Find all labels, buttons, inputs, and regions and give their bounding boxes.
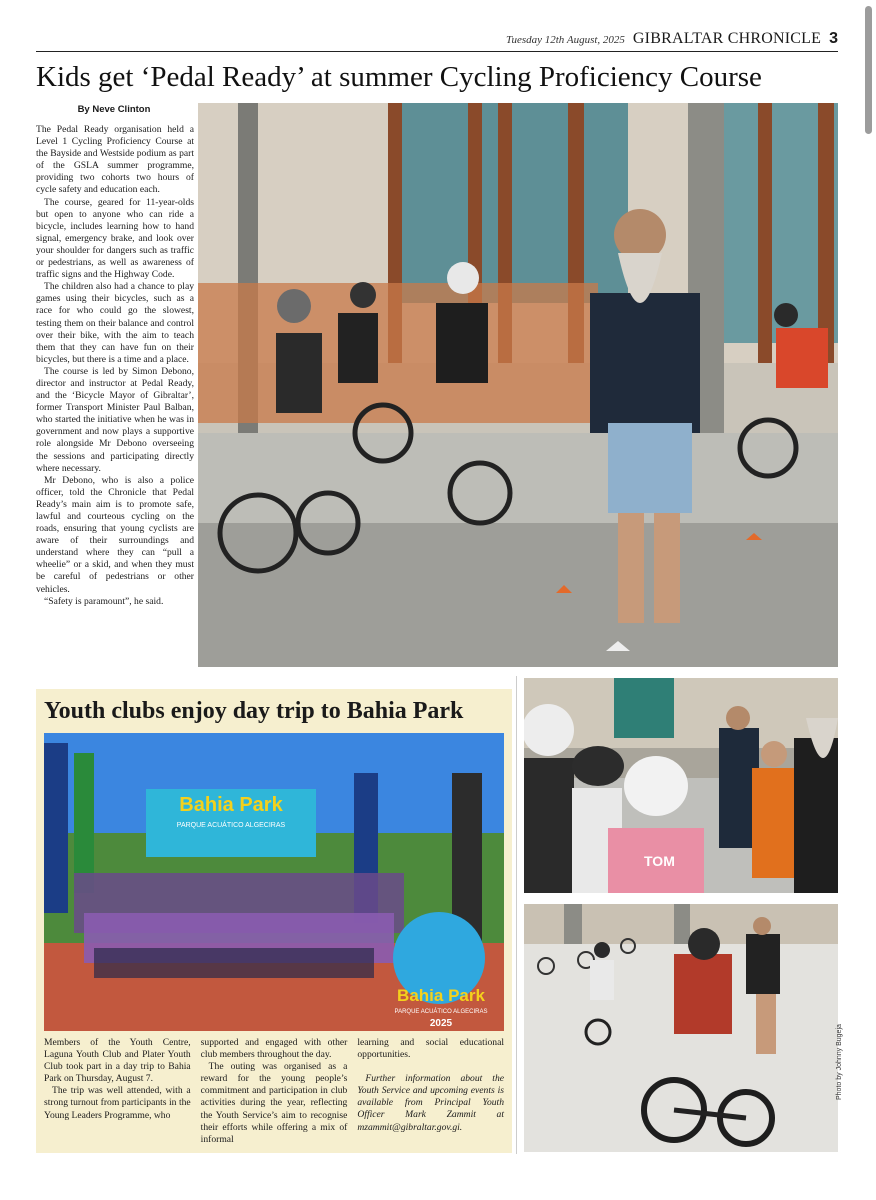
photo-credit: Photo by Johnny Bugeja [836, 1024, 843, 1100]
helmet-group-image [524, 678, 838, 893]
article-paragraph: “Safety is paramount”, he said. [44, 595, 164, 607]
youth-clubs-body [44, 1037, 504, 1146]
article-headline: Kids get ‘Pedal Ready’ at summer Cycling Proficiency Course [36, 61, 762, 93]
shirt-text: TOM [644, 853, 675, 869]
main-cycling-photo [198, 103, 838, 667]
article-paragraph: Members of the Youth Centre, Laguna Youth Club and Plater Youth Club took part in a day trip to Bahia Park on Thursday, August 7. [44, 1037, 191, 1085]
article-paragraph: The children also had a chance to play games using their bicycles, such as a race for who could go the slowest, testing them on their balance and control over their bike, with the aim to teach them that they can have fun on their bicycles, but there is a time and a place. [36, 281, 194, 365]
cyclist-practice-image [524, 904, 838, 1152]
bahia-park-sign-sub: PARQUE ACUÁTICO ALGECIRAS [394, 1009, 488, 1015]
bahia-park-sign-logo: Bahia Park [397, 986, 485, 1005]
issue-date: Tuesday 12th August, 2025 [505, 34, 625, 46]
article-paragraph: learning and social educational opportunities. [357, 1037, 505, 1061]
cycling-course-image [198, 103, 838, 667]
article-paragraph: The course, geared for 11-year-olds but open to anyone who can ride a bicycle, includes learning how to hand signal, emergency brake, and look over your shoulder for dangers such as traffic or pedestrians, as well as awareness of traffic signs and the Highway Code. [36, 196, 194, 281]
contact-info: Further information about the Youth Service and upcoming events is available from Principal Youth Officer Mark Zammit at mzammit@gibraltar.gov.gi. [357, 1073, 505, 1133]
newspaper-name: GIBRALTAR CHRONICLE [632, 30, 822, 47]
scrollbar[interactable] [865, 6, 872, 134]
column-divider [516, 676, 517, 1154]
youth-clubs-column-1 [44, 1037, 191, 1146]
cyclist-practice-photo [524, 904, 838, 1152]
group-of-people [74, 873, 404, 978]
article-paragraph: Mr Debono, who is also a police officer, told the Chronicle that Pedal Ready’s main aim is to promote safe, lawful and courteous cycling on the roads, ensuring that young cyclists are aware of their surroundings and understand where they can “pull a wheelie” or a skid, and when they must be careful of pedestrians or other vehicles. [36, 474, 194, 595]
article-paragraph: The Pedal Ready organisation held a Level 1 Cycling Proficiency Course at the Bayside and Westside podium as part of the GSLA summer programme, providing two cohorts two hours of cycle safety and education each. [36, 124, 194, 196]
article-paragraph: The course is led by Simon Debono, director and instructor at Pedal Ready, and the ‘Bicycle Mayor of Gibraltar’, former Transport Minister Paul Balban, who started the initiative when he was in government and now plays a supportive role alongside Mr Debono overseeing the sessions and participating directly where necessary. [36, 365, 194, 474]
page-header [36, 30, 838, 52]
bahia-park-image [44, 733, 504, 1031]
bahia-park-banner-sub: PARQUE ACUÁTICO ALGECIRAS [176, 822, 286, 829]
byline: By Neve Clinton [77, 104, 151, 115]
youth-clubs-column-2 [201, 1037, 348, 1146]
article-body [36, 124, 194, 608]
article-paragraph: The outing was organised as a reward for the young people’s commitment and participation in club activities during the year, reflecting the Youth Service’s aim to recognise their efforts while offering a mix of informal [200, 1061, 348, 1145]
youth-clubs-column-3 [357, 1037, 504, 1146]
helmet-group-photo [524, 678, 838, 893]
youth-clubs-article-box [36, 689, 512, 1153]
article-paragraph: The trip was well attended, with a strong turnout from participants in the Young Leaders Programme, who [44, 1085, 191, 1121]
bahia-park-banner-logo: Bahia Park [179, 794, 283, 816]
bahia-park-group-photo [44, 733, 504, 1031]
page-number: 3 [829, 30, 838, 47]
bahia-park-sign-year: 2025 [429, 1018, 453, 1029]
article-paragraph: supported and engaged with other club members throughout the day. [200, 1037, 348, 1061]
youth-clubs-headline: Youth clubs enjoy day trip to Bahia Park [44, 698, 464, 724]
